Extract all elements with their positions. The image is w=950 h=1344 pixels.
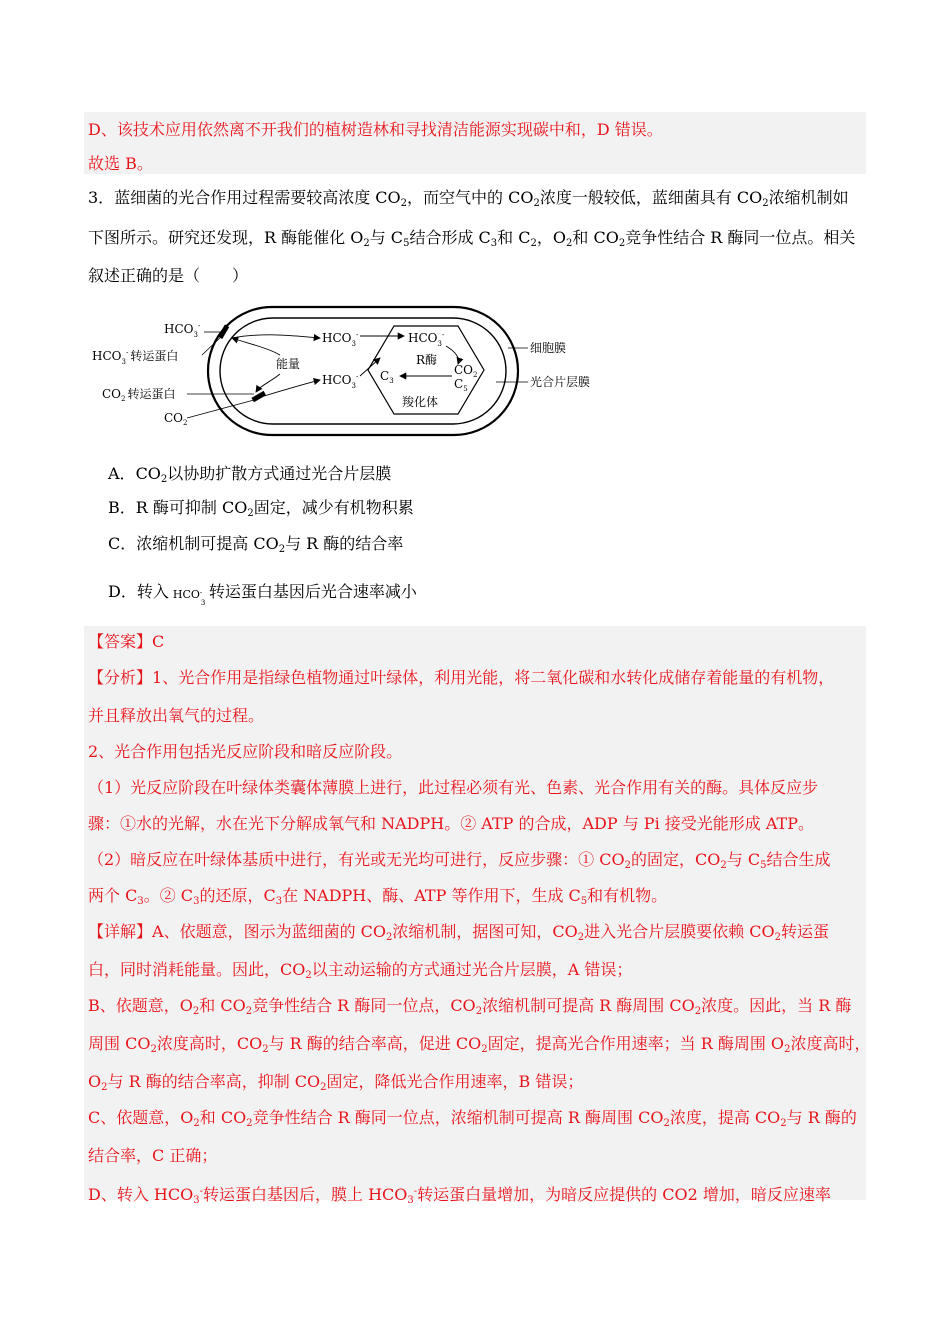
detail-line-1: 【详解】A、依题意，图示为蓝细菌的 $CO_2$浓缩机制，据图可知，$CO_2$进入光合片层膜要依赖 $CO_2$转运蛋	[88, 922, 829, 943]
analysis-line-4: （1）光反应阶段在叶绿体类囊体薄膜上进行，此过程必须有光、色素、光合作用有关的酶。具体反应步	[88, 778, 819, 797]
c3-label: $C_3$	[380, 369, 394, 385]
hco3-transporter-label: $HCO_3^-$ 转运蛋白	[92, 349, 179, 366]
option-b[interactable]: B．R 酶可抑制 $CO_2$固定，减少有机物积累	[108, 498, 414, 519]
hco3-inner-label-top: $HCO_3^-$	[322, 331, 359, 348]
co2-transporter-label: $CO_2$ 转运蛋白	[102, 387, 176, 403]
analysis-line-6: （2）暗反应在叶绿体基质中进行，有光或无光均可进行，反应步骤：① $CO_2$的固定，$CO_2$与 $C_5$结合生成	[88, 850, 831, 871]
analysis-line-3: 2、光合作用包括光反应阶段和暗反应阶段。	[88, 742, 403, 761]
analysis-line-1: 【分析】1、光合作用是指绿色植物通过叶绿体，利用光能，将二氧化碳和水转化成储存着能量的有机物，	[88, 668, 835, 687]
r-enzyme-label: R酶	[416, 353, 438, 367]
analysis-line-5: 骤：①水的光解，水在光下分解成氧气和 NADPH。② ATP 的合成，ADP 与 Pi 接受光能形成 ATP。	[88, 814, 814, 833]
hco3-outside-label: $HCO_3^-$	[164, 322, 201, 339]
hco3-carboxysome-label: $HCO_3^-$	[408, 331, 445, 348]
carboxysome-label: 羧化体	[402, 395, 439, 409]
question-line-2: 下图所示。研究还发现，R 酶能催化 $O_2$与 $C_5$结合形成 $C_3$和 $C_2$，$O_2$和 $CO_2$竞争性结合 R 酶同一位点。相关	[88, 228, 856, 249]
option-a[interactable]: A．$CO_2$以协助扩散方式通过光合片层膜	[108, 464, 392, 485]
energy-label: 能量	[276, 357, 301, 371]
co2-outside-label: $CO_2$	[164, 411, 188, 427]
co2-carboxysome-label: $CO_2$	[454, 363, 478, 379]
detail-line-7: 结合率，C 正确；	[88, 1146, 218, 1165]
answer-line: 【答案】C	[88, 632, 165, 651]
question-line-1: 3．蓝细菌的光合作用过程需要较高浓度 $CO_2$，而空气中的 $CO_2$浓度一般较低，蓝细菌具有 $CO_2$浓缩机制如	[88, 188, 849, 209]
thylakoid-label: 光合片层膜	[530, 375, 591, 389]
detail-line-3: B、依题意，$O_2$和 $CO_2$竞争性结合 R 酶同一位点，$CO_2$浓缩机制可提高 R 酶周围 $CO_2$浓度。因此，当 R 酶	[88, 996, 852, 1017]
analysis-line-2: 并且释放出氧气的过程。	[88, 706, 265, 725]
hco3-inner-label-bottom: $HCO_3^-$	[322, 373, 359, 390]
c5-label: $C_5$	[454, 377, 468, 393]
detail-line-8: D、转入 $HCO_3^-$转运蛋白基因后，膜上 $HCO_3^-$转运蛋白量增加，为暗反应提供的 CO2 增加，暗反应速率	[88, 1185, 831, 1206]
prev-conclusion: 故选 B。	[88, 154, 153, 173]
cyanobacteria-diagram	[84, 300, 624, 442]
option-d[interactable]: D．转入 HCO - 3 转运蛋白基因后光合速率减小	[108, 582, 417, 607]
detail-line-5: $O_2$与 R 酶的结合率高，抑制 $CO_2$固定，降低光合作用速率，B 错误；	[88, 1072, 584, 1093]
detail-line-2: 白，同时消耗能量。因此，$CO_2$以主动运输的方式通过光合片层膜，A 错误；	[88, 960, 633, 981]
question-line-3: 叙述正确的是（ ）	[88, 266, 249, 285]
detail-line-4: 周围 $CO_2$浓度高时，$CO_2$与 R 酶的结合率高，促进 $CO_2$固定，提高光合作用速率；当 R 酶周围 $O_2$浓度高时，	[88, 1034, 871, 1055]
co2-transporter-shape	[251, 391, 266, 402]
prev-option-d-explanation: D、该技术应用依然离不开我们的植树造林和寻找清洁能源实现碳中和，D 错误。	[88, 120, 663, 139]
analysis-line-7: 两个 $C_3$。② $C_3$的还原，$C_3$在 NADPH、酶、ATP 等作用下，生成 $C_5$和有机物。	[88, 886, 668, 907]
option-c[interactable]: C．浓缩机制可提高 $CO_2$与 R 酶的结合率	[108, 534, 404, 555]
detail-line-6: C、依题意，$O_2$和 $CO_2$竞争性结合 R 酶同一位点，浓缩机制可提高 R 酶周围 $CO_2$浓度，提高 $CO_2$与 R 酶的	[88, 1108, 857, 1129]
cell-membrane-label: 细胞膜	[530, 341, 567, 355]
